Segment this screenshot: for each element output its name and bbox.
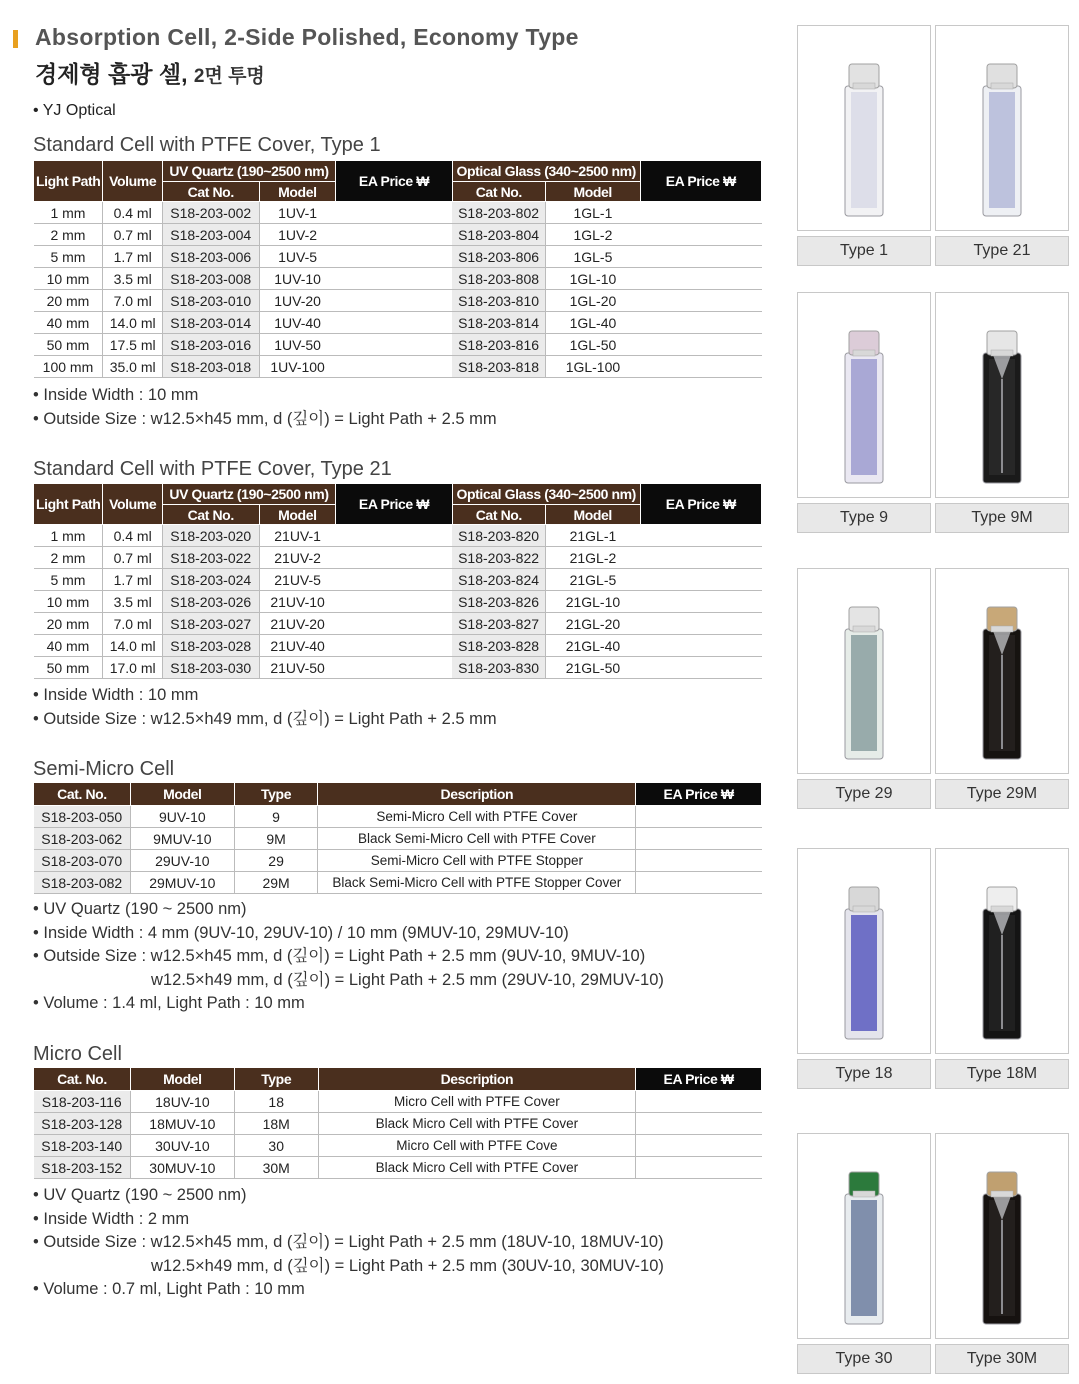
- col-cat-no: Cat. No.: [34, 1068, 131, 1091]
- cuvette-icon: [936, 293, 1068, 497]
- price-cell: [636, 828, 762, 850]
- price-cell: [336, 613, 453, 635]
- col-cat-no: Cat No.: [452, 505, 545, 525]
- photo-caption: Type 29M: [935, 779, 1069, 809]
- price-cell: [336, 268, 453, 290]
- table-cell: 9MUV-10: [130, 828, 234, 850]
- table-cell: 1UV-50: [259, 334, 336, 356]
- table-cell: 29: [234, 850, 318, 872]
- price-cell: [640, 591, 761, 613]
- table-row: [34, 334, 762, 356]
- table-row: [34, 806, 762, 828]
- table-cell: S18-203-116: [34, 1091, 131, 1113]
- table-cell: 1UV-1: [259, 202, 336, 224]
- table-cell: S18-203-026: [162, 591, 259, 613]
- table-cell: S18-203-826: [452, 591, 545, 613]
- table-cell: 21UV-20: [259, 613, 336, 635]
- photo-caption: Type 9: [797, 503, 931, 533]
- table-cell: S18-203-128: [34, 1113, 131, 1135]
- table-cell: 9: [234, 806, 318, 828]
- table-cell: 35.0 ml: [103, 356, 162, 378]
- note-item: • Volume : 0.7 ml, Light Path : 10 mm: [33, 1280, 305, 1298]
- cuvette-icon: [798, 293, 930, 497]
- table-cell: 50 mm: [34, 657, 103, 679]
- table-cell: S18-203-828: [452, 635, 545, 657]
- table-type1: [33, 160, 762, 378]
- table-cell: 21GL-40: [545, 635, 640, 657]
- table-cell: S18-203-002: [162, 202, 259, 224]
- note-item: • Outside Size : w12.5×h45 mm, d (깊이) = Light Path + 2.5 mm: [33, 409, 497, 428]
- col-model: Model: [545, 182, 640, 202]
- title-accent-bar: [13, 30, 18, 48]
- col-description: Description: [318, 783, 636, 806]
- cuvette-icon: [798, 26, 930, 230]
- notes-type1: [33, 384, 497, 431]
- notes-micro: [33, 1184, 664, 1302]
- table-cell: 7.0 ml: [103, 613, 162, 635]
- col-ea-price: EA Price ₩: [640, 161, 761, 202]
- table-cell: S18-203-814: [452, 312, 545, 334]
- table-cell: S18-203-802: [452, 202, 545, 224]
- table-cell: Black Semi-Micro Cell with PTFE Stopper Cover: [318, 872, 636, 894]
- table-cell: S18-203-014: [162, 312, 259, 334]
- photo-caption: Type 9M: [935, 503, 1069, 533]
- table-cell: S18-203-822: [452, 547, 545, 569]
- table-cell: 10 mm: [34, 268, 103, 290]
- col-cat-no: Cat. No.: [34, 783, 131, 806]
- note-item: • Outside Size : w12.5×h45 mm, d (깊이) = Light Path + 2.5 mm (9UV-10, 9MUV-10): [33, 947, 646, 965]
- table-cell: Black Micro Cell with PTFE Cover: [318, 1113, 636, 1135]
- table-cell: S18-203-004: [162, 224, 259, 246]
- table-cell: S18-203-030: [162, 657, 259, 679]
- table-cell: 1UV-40: [259, 312, 336, 334]
- price-cell: [640, 312, 761, 334]
- price-cell: [640, 657, 761, 679]
- price-cell: [336, 290, 453, 312]
- price-cell: [336, 334, 453, 356]
- table-cell: 30MUV-10: [130, 1157, 234, 1179]
- table-cell: S18-203-050: [34, 806, 131, 828]
- table-cell: S18-203-152: [34, 1157, 131, 1179]
- col-light-path: Light Path: [34, 484, 103, 525]
- table-row: [34, 850, 762, 872]
- table-cell: 21UV-50: [259, 657, 336, 679]
- col-volume: Volume: [103, 161, 162, 202]
- table-row: [34, 290, 762, 312]
- price-cell: [640, 635, 761, 657]
- photo-caption: Type 21: [935, 236, 1069, 266]
- table-cell: 14.0 ml: [103, 312, 162, 334]
- section-title-semimicro: Semi-Micro Cell: [33, 758, 175, 780]
- price-cell: [636, 1157, 762, 1179]
- table-row: [34, 547, 762, 569]
- table-row: [34, 569, 762, 591]
- table-cell: S18-203-008: [162, 268, 259, 290]
- price-cell: [636, 872, 762, 894]
- price-cell: [640, 547, 761, 569]
- table-cell: S18-203-824: [452, 569, 545, 591]
- section-title-micro: Micro Cell: [33, 1043, 122, 1065]
- table-cell: 2 mm: [34, 547, 103, 569]
- table-cell: 30: [234, 1135, 318, 1157]
- table-row: [34, 591, 762, 613]
- table-cell: 1UV-100: [259, 356, 336, 378]
- table-cell: 1GL-2: [545, 224, 640, 246]
- price-cell: [336, 224, 453, 246]
- notes-type21: [33, 684, 497, 731]
- col-type: Type: [234, 783, 318, 806]
- table-cell: 21GL-5: [545, 569, 640, 591]
- table-cell: 14.0 ml: [103, 635, 162, 657]
- note-item: w12.5×h49 mm, d (깊이) = Light Path + 2.5 mm (30UV-10, 30MUV-10): [151, 1256, 664, 1275]
- cuvette-icon: [798, 1134, 930, 1338]
- table-cell: 1UV-2: [259, 224, 336, 246]
- table-row: [34, 312, 762, 334]
- table-cell: 29MUV-10: [130, 872, 234, 894]
- table-cell: S18-203-070: [34, 850, 131, 872]
- cuvette-icon: [798, 569, 930, 773]
- table-cell: S18-203-808: [452, 268, 545, 290]
- table-cell: 1GL-1: [545, 202, 640, 224]
- table-cell: 10 mm: [34, 591, 103, 613]
- cuvette-icon: [936, 1134, 1068, 1338]
- table-cell: S18-203-818: [452, 356, 545, 378]
- table-cell: 21GL-2: [545, 547, 640, 569]
- col-cat-no: Cat No.: [162, 505, 259, 525]
- table-cell: 1GL-10: [545, 268, 640, 290]
- table-cell: 1GL-100: [545, 356, 640, 378]
- col-volume: Volume: [103, 484, 162, 525]
- cuvette-photo: [797, 848, 931, 1054]
- table-cell: 40 mm: [34, 312, 103, 334]
- table-cell: 21UV-40: [259, 635, 336, 657]
- table-cell: 18UV-10: [130, 1091, 234, 1113]
- price-cell: [640, 268, 761, 290]
- table-cell: 9UV-10: [130, 806, 234, 828]
- table-cell: Semi-Micro Cell with PTFE Cover: [318, 806, 636, 828]
- table-cell: 9M: [234, 828, 318, 850]
- price-cell: [640, 246, 761, 268]
- table-cell: 3.5 ml: [103, 268, 162, 290]
- photo-caption: Type 30M: [935, 1344, 1069, 1374]
- page-title-english: Absorption Cell, 2-Side Polished, Economy Type: [35, 24, 579, 50]
- price-cell: [336, 525, 453, 547]
- title-korean-main: 경제형 흡광 셀,: [35, 61, 188, 87]
- col-ea-price: EA Price ₩: [640, 484, 761, 525]
- table-cell: 1 mm: [34, 525, 103, 547]
- table-row: [34, 613, 762, 635]
- col-description: Description: [318, 1068, 636, 1091]
- note-item: • Inside Width : 10 mm: [33, 386, 199, 404]
- price-cell: [640, 290, 761, 312]
- col-uv-quartz: UV Quartz (190~2500 nm): [162, 484, 335, 505]
- table-cell: 1GL-20: [545, 290, 640, 312]
- price-cell: [336, 657, 453, 679]
- table-cell: Black Semi-Micro Cell with PTFE Cover: [318, 828, 636, 850]
- table-micro: [33, 1067, 762, 1179]
- photo-caption: Type 18M: [935, 1059, 1069, 1089]
- table-cell: 21UV-10: [259, 591, 336, 613]
- page-title-korean: [35, 56, 265, 89]
- note-item: • UV Quartz (190 ~ 2500 nm): [33, 1186, 247, 1204]
- cuvette-photo: [935, 1133, 1069, 1339]
- cuvette-photo: [935, 292, 1069, 498]
- table-cell: 50 mm: [34, 334, 103, 356]
- photo-caption: Type 18: [797, 1059, 931, 1089]
- table-cell: 1 mm: [34, 202, 103, 224]
- table-row: [34, 1157, 762, 1179]
- table-cell: 1.7 ml: [103, 246, 162, 268]
- table-cell: 17.0 ml: [103, 657, 162, 679]
- table-cell: S18-203-830: [452, 657, 545, 679]
- col-model: Model: [259, 505, 336, 525]
- table-cell: 1.7 ml: [103, 569, 162, 591]
- col-model: Model: [130, 783, 234, 806]
- note-item: • UV Quartz (190 ~ 2500 nm): [33, 900, 247, 918]
- table-row: [34, 202, 762, 224]
- price-cell: [640, 356, 761, 378]
- table-cell: 18: [234, 1091, 318, 1113]
- table-cell: 0.7 ml: [103, 547, 162, 569]
- table-cell: Micro Cell with PTFE Cove: [318, 1135, 636, 1157]
- table-cell: 20 mm: [34, 290, 103, 312]
- cuvette-photo: [797, 292, 931, 498]
- section-title-type1: Standard Cell with PTFE Cover, Type 1: [33, 134, 381, 156]
- table-cell: 29UV-10: [130, 850, 234, 872]
- price-cell: [640, 334, 761, 356]
- table-row: [34, 525, 762, 547]
- table-cell: S18-203-024: [162, 569, 259, 591]
- table-cell: 2 mm: [34, 224, 103, 246]
- table-cell: S18-203-062: [34, 828, 131, 850]
- col-cat-no: Cat No.: [162, 182, 259, 202]
- table-cell: S18-203-022: [162, 547, 259, 569]
- table-cell: 21GL-50: [545, 657, 640, 679]
- table-cell: 5 mm: [34, 569, 103, 591]
- table-cell: S18-203-816: [452, 334, 545, 356]
- table-cell: 1GL-40: [545, 312, 640, 334]
- notes-semimicro: [33, 898, 664, 1016]
- col-ea-price: EA Price ₩: [636, 783, 762, 806]
- photo-caption: Type 30: [797, 1344, 931, 1374]
- col-ea-price: EA Price ₩: [336, 161, 453, 202]
- col-optical-glass: Optical Glass (340~2500 nm): [452, 484, 640, 505]
- price-cell: [336, 202, 453, 224]
- table-cell: 18MUV-10: [130, 1113, 234, 1135]
- table-cell: S18-203-027: [162, 613, 259, 635]
- table-cell: S18-203-140: [34, 1135, 131, 1157]
- table-row: [34, 224, 762, 246]
- table-row: [34, 268, 762, 290]
- section-title-type21: Standard Cell with PTFE Cover, Type 21: [33, 458, 392, 480]
- table-cell: 21GL-1: [545, 525, 640, 547]
- price-cell: [336, 356, 453, 378]
- note-item: • Inside Width : 10 mm: [33, 686, 199, 704]
- table-cell: S18-203-010: [162, 290, 259, 312]
- table-cell: 0.7 ml: [103, 224, 162, 246]
- table-cell: Black Micro Cell with PTFE Cover: [318, 1157, 636, 1179]
- cuvette-icon: [798, 849, 930, 1053]
- cuvette-photo: [797, 25, 931, 231]
- table-cell: 3.5 ml: [103, 591, 162, 613]
- table-cell: S18-203-827: [452, 613, 545, 635]
- brand-label: • YJ Optical: [33, 102, 116, 119]
- table-cell: S18-203-028: [162, 635, 259, 657]
- note-item: • Inside Width : 2 mm: [33, 1209, 190, 1228]
- table-cell: 0.4 ml: [103, 202, 162, 224]
- table-cell: 30M: [234, 1157, 318, 1179]
- table-cell: 17.5 ml: [103, 334, 162, 356]
- table-cell: 100 mm: [34, 356, 103, 378]
- col-light-path: Light Path: [34, 161, 103, 202]
- table-cell: 21UV-2: [259, 547, 336, 569]
- photo-caption: Type 29: [797, 779, 931, 809]
- table-cell: 21UV-1: [259, 525, 336, 547]
- price-cell: [636, 850, 762, 872]
- note-item: • Outside Size : w12.5×h49 mm, d (깊이) = Light Path + 2.5 mm: [33, 709, 497, 728]
- price-cell: [640, 613, 761, 635]
- cuvette-photo: [935, 25, 1069, 231]
- table-cell: S18-203-082: [34, 872, 131, 894]
- table-cell: 1GL-5: [545, 246, 640, 268]
- cuvette-icon: [936, 26, 1068, 230]
- table-cell: Semi-Micro Cell with PTFE Stopper: [318, 850, 636, 872]
- table-type21: [33, 483, 762, 679]
- table-row: [34, 657, 762, 679]
- table-row: [34, 1113, 762, 1135]
- table-cell: Micro Cell with PTFE Cover: [318, 1091, 636, 1113]
- col-model: Model: [545, 505, 640, 525]
- price-cell: [636, 1113, 762, 1135]
- table-cell: 21GL-10: [545, 591, 640, 613]
- table-cell: 5 mm: [34, 246, 103, 268]
- photo-caption: Type 1: [797, 236, 931, 266]
- table-cell: 1GL-50: [545, 334, 640, 356]
- table-row: [34, 1135, 762, 1157]
- price-cell: [636, 1091, 762, 1113]
- col-uv-quartz: UV Quartz (190~2500 nm): [162, 161, 335, 182]
- note-item: w12.5×h49 mm, d (깊이) = Light Path + 2.5 mm (29UV-10, 29MUV-10): [151, 970, 664, 989]
- price-cell: [636, 806, 762, 828]
- price-cell: [640, 569, 761, 591]
- table-cell: 18M: [234, 1113, 318, 1135]
- table-semimicro: [33, 782, 762, 894]
- col-optical-glass: Optical Glass (340~2500 nm): [452, 161, 640, 182]
- price-cell: [336, 569, 453, 591]
- col-cat-no: Cat No.: [452, 182, 545, 202]
- table-row: [34, 1091, 762, 1113]
- title-korean-sub: 2면 투명: [193, 66, 265, 87]
- table-cell: S18-203-016: [162, 334, 259, 356]
- table-cell: 1UV-10: [259, 268, 336, 290]
- table-cell: 20 mm: [34, 613, 103, 635]
- col-model: Model: [259, 182, 336, 202]
- cuvette-icon: [936, 569, 1068, 773]
- table-cell: S18-203-810: [452, 290, 545, 312]
- cuvette-icon: [936, 849, 1068, 1053]
- table-cell: 1UV-20: [259, 290, 336, 312]
- table-cell: 30UV-10: [130, 1135, 234, 1157]
- col-model: Model: [130, 1068, 234, 1091]
- price-cell: [336, 591, 453, 613]
- cuvette-photo: [935, 848, 1069, 1054]
- table-cell: S18-203-806: [452, 246, 545, 268]
- table-cell: S18-203-020: [162, 525, 259, 547]
- price-cell: [640, 202, 761, 224]
- table-cell: 40 mm: [34, 635, 103, 657]
- cuvette-photo: [797, 1133, 931, 1339]
- note-item: • Inside Width : 4 mm (9UV-10, 29UV-10) / 10 mm (9MUV-10, 29MUV-10): [33, 923, 569, 942]
- price-cell: [336, 246, 453, 268]
- price-cell: [336, 547, 453, 569]
- table-row: [34, 356, 762, 378]
- table-cell: 0.4 ml: [103, 525, 162, 547]
- table-row: [34, 828, 762, 850]
- table-cell: S18-203-006: [162, 246, 259, 268]
- price-cell: [336, 312, 453, 334]
- price-cell: [336, 635, 453, 657]
- note-item: • Volume : 1.4 ml, Light Path : 10 mm: [33, 994, 305, 1012]
- col-ea-price: EA Price ₩: [336, 484, 453, 525]
- table-cell: 1UV-5: [259, 246, 336, 268]
- table-row: [34, 246, 762, 268]
- col-ea-price: EA Price ₩: [636, 1068, 762, 1091]
- table-cell: 21GL-20: [545, 613, 640, 635]
- table-cell: 21UV-5: [259, 569, 336, 591]
- note-item: • Outside Size : w12.5×h45 mm, d (깊이) = Light Path + 2.5 mm (18UV-10, 18MUV-10): [33, 1233, 664, 1251]
- price-cell: [636, 1135, 762, 1157]
- price-cell: [640, 224, 761, 246]
- cuvette-photo: [797, 568, 931, 774]
- table-cell: 7.0 ml: [103, 290, 162, 312]
- price-cell: [640, 525, 761, 547]
- col-type: Type: [234, 1068, 318, 1091]
- table-cell: S18-203-820: [452, 525, 545, 547]
- table-cell: S18-203-804: [452, 224, 545, 246]
- table-cell: S18-203-018: [162, 356, 259, 378]
- cuvette-photo: [935, 568, 1069, 774]
- table-row: [34, 635, 762, 657]
- table-row: [34, 872, 762, 894]
- table-cell: 29M: [234, 872, 318, 894]
